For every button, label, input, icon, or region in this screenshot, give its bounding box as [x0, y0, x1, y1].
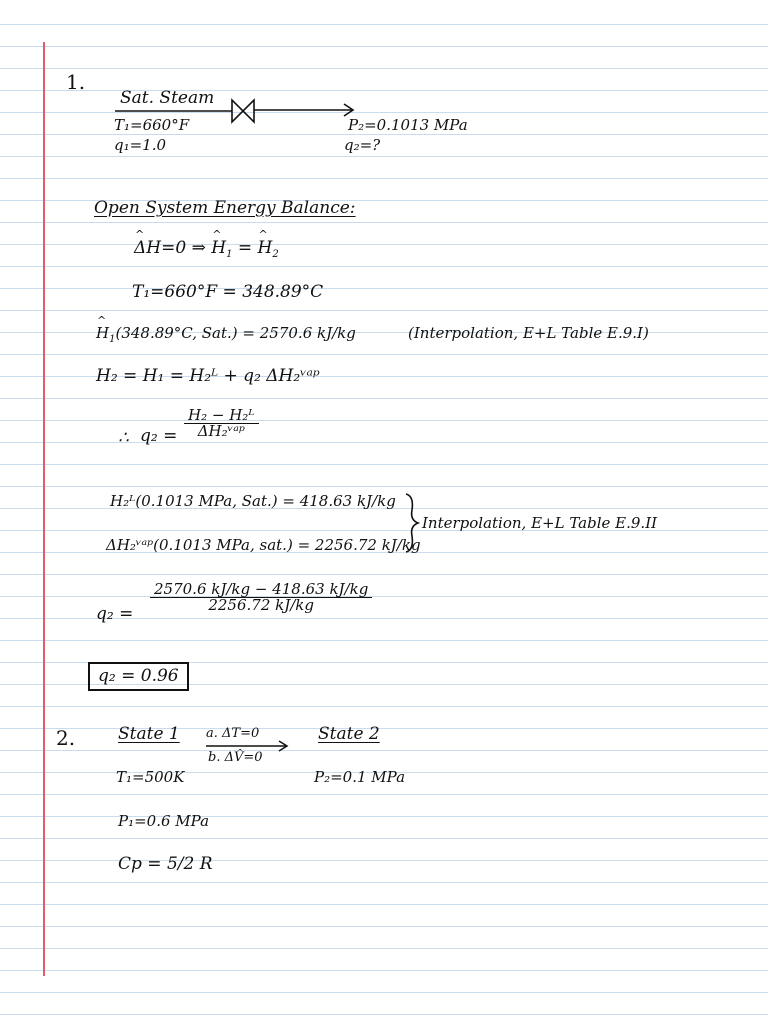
eq1-implies: =0 ⇒ — [161, 238, 206, 258]
q2-calc-label: q₂ = — [96, 604, 134, 624]
table-interpolation-note: Interpolation, E+L Table E.9.II — [422, 514, 658, 532]
eq1-equals: = — [237, 238, 253, 258]
answer-box: q₂ = 0.96 — [88, 662, 189, 691]
q2-formula-numerator: H₂ − H₂ᴸ — [184, 408, 259, 424]
inlet-quality: q₁=1.0 — [114, 136, 167, 154]
q2-formula-label: q₂ = — [140, 426, 178, 446]
h1-value: (348.89°C, Sat.) = 2570.6 kJ/kg — [115, 324, 356, 342]
h1-hat-symbol: ^ H — [96, 326, 109, 341]
enthalpy-balance-equation — [134, 240, 279, 260]
heat-capacity: Cp = 5/2 R — [118, 854, 213, 874]
outlet-quality: q₂=? — [344, 136, 381, 154]
outlet-pressure: P₂=0.1013 MPa — [348, 116, 468, 134]
h1-source-note: (Interpolation, E+L Table E.9.I) — [408, 324, 649, 342]
q2-calc-denominator: 2256.72 kJ/kg — [208, 596, 314, 614]
energy-balance-heading: Open System Energy Balance: — [94, 198, 356, 218]
q2-formula-denominator: ΔH₂ᵛᵃᵖ — [197, 422, 245, 440]
h1-sub: 1 — [226, 249, 233, 260]
problem-2-number: 2. — [56, 726, 76, 750]
temperature-conversion: T₁=660°F = 348.89°C — [132, 282, 324, 302]
state-2-label: State 2 — [318, 724, 380, 744]
therefore-symbol: ∴ — [118, 428, 129, 448]
h2-relation: H₂ = H₁ = H₂ᴸ + q₂ ΔH₂ᵛᵃᵖ — [96, 366, 320, 386]
h1-hat: ^ H — [211, 240, 226, 257]
state-1-pressure: P₁=0.6 MPa — [118, 812, 210, 830]
vaporization-enthalpy-line: ΔH₂ᵛᵃᵖ(0.1013 MPa, sat.) = 2256.72 kJ/kg — [106, 536, 421, 554]
inlet-label: Sat. Steam — [120, 88, 215, 108]
valve-symbol — [232, 100, 254, 122]
h2-sub: 2 — [272, 249, 279, 260]
h2-hat: ^ H — [258, 240, 273, 257]
q2-calc-numerator: 2570.6 kJ/kg − 418.63 kJ/kg — [150, 582, 372, 598]
q2-calculation-fraction — [150, 582, 372, 613]
problem-1-number: 1. — [66, 70, 86, 94]
inlet-temperature: T₁=660°F — [114, 116, 190, 134]
q2-formula-fraction — [184, 408, 259, 439]
delta-h-hat: ^ ΔH — [134, 240, 161, 257]
path-step-b: b. ΔV̂=0 — [208, 750, 263, 765]
liquid-enthalpy-line: H₂ᴸ(0.1013 MPa, Sat.) = 418.63 kJ/kg — [110, 492, 396, 510]
state-2-pressure: P₂=0.1 MPa — [314, 768, 406, 786]
state-1-temperature: T₁=500K — [116, 768, 185, 786]
state-1-label: State 1 — [118, 724, 180, 744]
h1-interpolation: ^ $H_1(348.89^\circ C$, Sat.) = 2570.6 kJ/kg — [96, 326, 356, 345]
path-step-a: a. ΔT=0 — [206, 726, 260, 741]
